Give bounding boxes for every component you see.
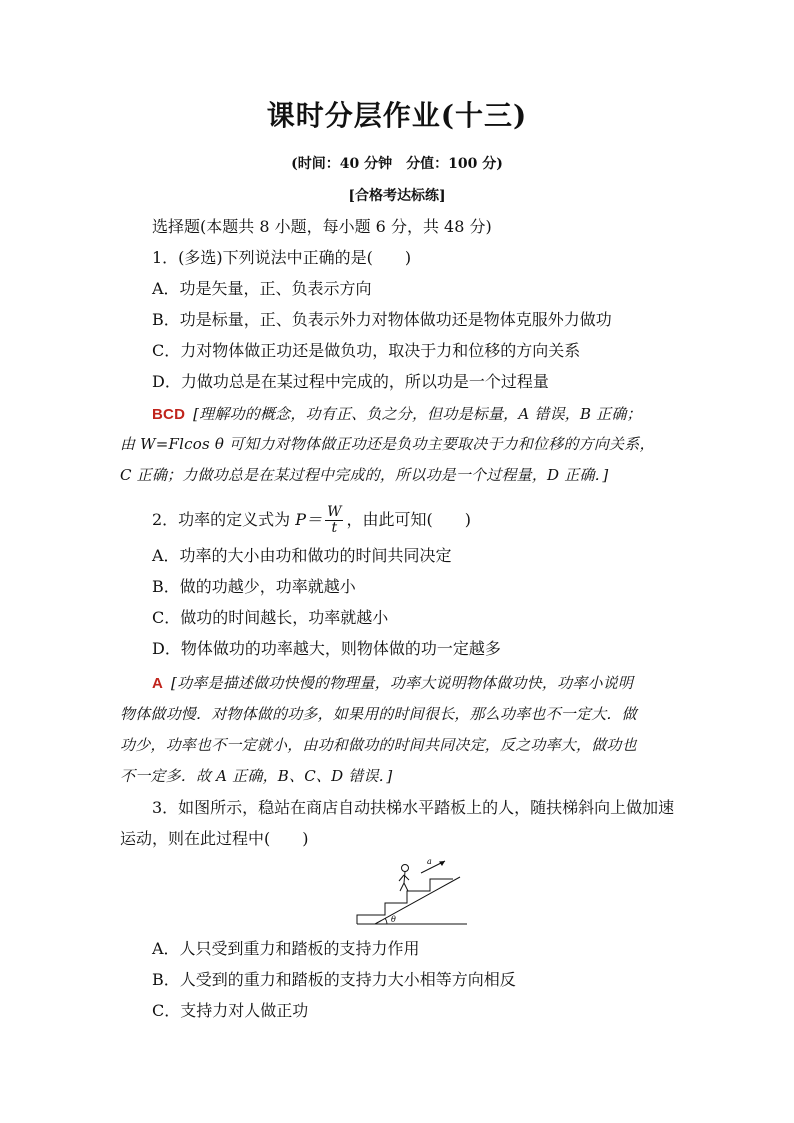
q1-option-d: D．力做功总是在某过程中完成的，所以功是一个过程量 bbox=[152, 372, 549, 391]
q2-stem-before: 2．功率的定义式为 bbox=[152, 510, 296, 529]
time-score-info: (时间：40 分钟 分值：100 分) bbox=[291, 156, 503, 172]
q2-answer-key: A bbox=[152, 675, 164, 692]
q3-option-b: B．人受到的重力和踏板的支持力大小相等方向相反 bbox=[152, 970, 516, 989]
q2-formula-lhs: P＝ bbox=[295, 510, 323, 529]
q1-answer bbox=[152, 404, 642, 425]
q3-stem-line-2: 运动，则在此过程中( ) bbox=[120, 829, 309, 848]
q1-option-b: B．功是标量，正、负表示外力对物体做功还是物体克服外力做功 bbox=[152, 310, 612, 329]
q2-option-a: A．功率的大小由功和做功的时间共同决定 bbox=[152, 546, 452, 565]
q3-stem-line-1: 3．如图所示，稳站在商店自动扶梯水平踏板上的人，随扶梯斜向上做加速 bbox=[152, 798, 675, 817]
q2-option-d: D．物体做功的功率越大，则物体做的功一定越多 bbox=[152, 639, 501, 658]
q2-explanation-line-1: [功率是描述做功快慢的物理量，功率大说明物体做功快，功率小说明 bbox=[171, 674, 634, 692]
q2-stem-after: ，由此可知( ) bbox=[346, 510, 471, 529]
q3-option-c: C．支持力对人做正功 bbox=[152, 1001, 309, 1020]
q2-explanation-line-4: 不一定多．故 A 正确，B、C、D 错误．] bbox=[120, 767, 393, 785]
q1-explanation-line-2: 由 W=Flcos θ 可知力对物体做正功还是负功主要取决于力和位移的方向关系， bbox=[120, 435, 655, 453]
q1-explanation-line-1: [理解功的概念，功有正、负之分，但功是标量，A 错误，B 正确； bbox=[193, 405, 642, 423]
page-title: 课时分层作业(十三) bbox=[266, 99, 528, 132]
q2-formula-fraction bbox=[325, 505, 343, 536]
section-heading: [合格考达标练] bbox=[348, 188, 446, 204]
q1-answer-key: BCD bbox=[152, 406, 186, 423]
q2-stem bbox=[152, 504, 471, 536]
q2-option-b: B．做的功越少，功率就越小 bbox=[152, 577, 356, 596]
q2-formula-denominator: t bbox=[331, 520, 338, 536]
q2-answer bbox=[152, 673, 633, 694]
q3-option-a: A．人只受到重力和踏板的支持力作用 bbox=[152, 939, 420, 958]
q2-formula-numerator: W bbox=[327, 504, 342, 520]
q2-option-c: C．做功的时间越长，功率就越小 bbox=[152, 608, 389, 627]
q2-explanation-line-2: 物体做功慢．对物体做的功多，如果用的时间很长，那么功率也不一定大．做 bbox=[120, 705, 637, 723]
q1-explanation-line-3: C 正确；力做功总是在某过程中完成的，所以功是一个过程量，D 正确．] bbox=[120, 466, 609, 484]
angle-arc bbox=[385, 918, 387, 924]
person-figure bbox=[399, 865, 409, 892]
acceleration-label: a bbox=[427, 857, 432, 866]
incline-line bbox=[375, 877, 460, 924]
escalator-figure bbox=[355, 855, 470, 930]
q1-stem: 1．(多选)下列说法中正确的是( ) bbox=[152, 248, 412, 267]
q1-option-c: C．力对物体做正功还是做负功，取决于力和位移的方向关系 bbox=[152, 341, 581, 360]
instructions: 选择题(本题共 8 小题，每小题 6 分，共 48 分) bbox=[152, 217, 492, 236]
q1-option-a: A．功是矢量，正、负表示方向 bbox=[152, 279, 372, 298]
angle-label: θ bbox=[391, 915, 396, 924]
q2-explanation-line-3: 功少，功率也不一定就小，由功和做功的时间共同决定，反之功率大，做功也 bbox=[120, 736, 637, 754]
